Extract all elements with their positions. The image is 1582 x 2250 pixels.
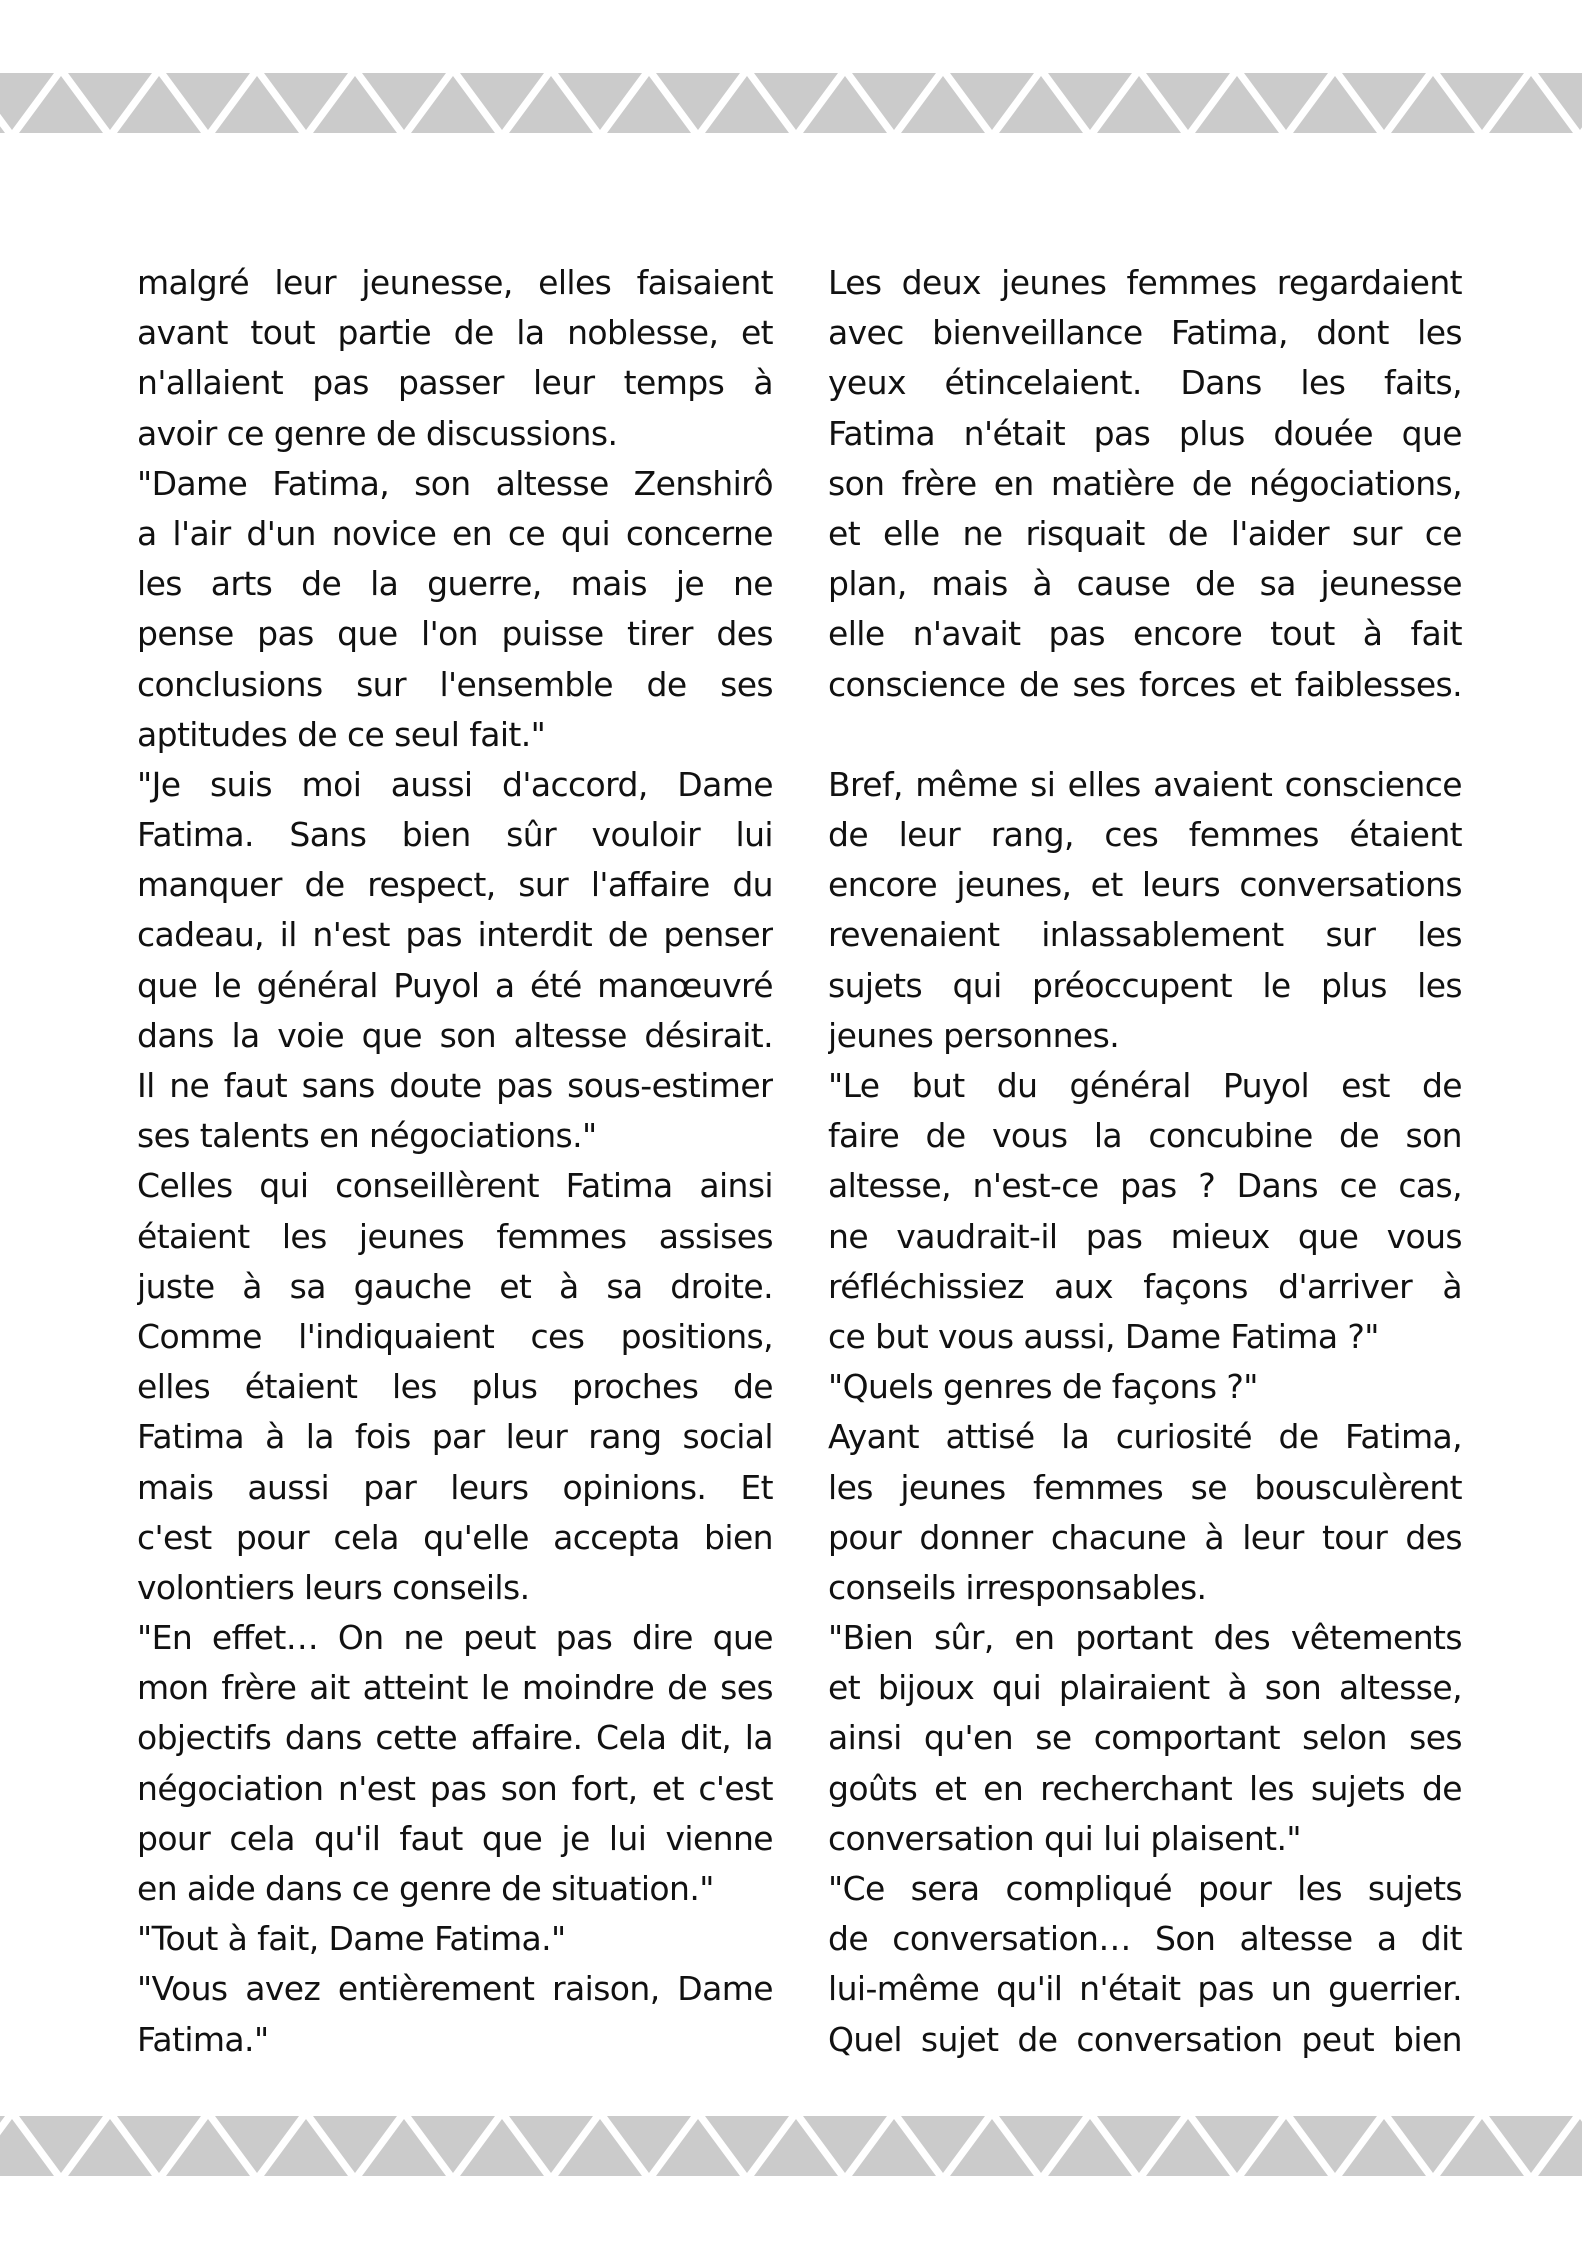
text-line: juste à sa gauche et à sa droite. bbox=[137, 1266, 773, 1306]
text-line: elles étaient les plus proches de bbox=[137, 1367, 773, 1407]
text-line: manquer de respect, sur l'affaire du bbox=[137, 865, 773, 905]
text-line: dans la voie que son altesse désirait. bbox=[137, 1015, 773, 1055]
text-line: réfléchissiez aux façons d'arriver à bbox=[828, 1266, 1462, 1306]
text-line: malgré leur jeunesse, elles faisaient bbox=[137, 263, 773, 302]
text-line: cadeau, il n'est pas interdit de penser bbox=[137, 915, 773, 955]
text-line: Les deux jeunes femmes regardaient bbox=[828, 263, 1462, 302]
text-line: et elle ne risquait de l'aider sur ce bbox=[828, 513, 1462, 553]
text-line: ainsi qu'en se comportant selon ses bbox=[828, 1718, 1462, 1758]
text-line: plan, mais à cause de sa jeunesse bbox=[828, 564, 1462, 604]
text-line: "Bien sûr, en portant des vêtements bbox=[828, 1618, 1462, 1658]
text-line: Ayant attisé la curiosité de Fatima, bbox=[828, 1417, 1462, 1457]
text-line: elle n'avait pas encore tout à fait bbox=[828, 614, 1462, 654]
text-line: yeux étincelaient. Dans les faits, bbox=[828, 363, 1462, 403]
text-line: négociation n'est pas son fort, et c'est bbox=[137, 1768, 773, 1808]
text-line: pense pas que l'on puisse tirer des bbox=[137, 614, 773, 654]
text-line: volontiers leurs conseils. bbox=[137, 1567, 530, 1607]
top-triangle-border bbox=[0, 73, 1582, 133]
text-line: ne vaudrait-il pas mieux que vous bbox=[828, 1216, 1462, 1256]
text-line: goûts et en recherchant les sujets de bbox=[828, 1768, 1462, 1808]
text-line: encore jeunes, et leurs conversations bbox=[828, 865, 1462, 905]
text-line: Fatima." bbox=[137, 2019, 269, 2059]
text-line: "Quels genres de façons ?" bbox=[828, 1367, 1258, 1407]
text-line: conscience de ses forces et faiblesses. bbox=[828, 664, 1462, 704]
text-line: Il ne faut sans doute pas sous-estimer bbox=[137, 1066, 773, 1105]
text-line: Bref, même si elles avaient conscience bbox=[828, 764, 1462, 804]
text-line: conseils irresponsables. bbox=[828, 1567, 1207, 1607]
text-line: en aide dans ce genre de situation." bbox=[137, 1869, 714, 1908]
text-line: de leur rang, ces femmes étaient bbox=[828, 815, 1462, 855]
text-line: n'allaient pas passer leur temps à bbox=[137, 363, 773, 403]
text-line: Fatima n'était pas plus douée que bbox=[828, 413, 1462, 453]
text-line: revenaient inlassablement sur les bbox=[828, 915, 1462, 955]
text-line: "Vous avez entièrement raison, Dame bbox=[137, 1969, 773, 2009]
text-line: Fatima. Sans bien sûr vouloir lui bbox=[137, 815, 773, 855]
text-line: conversation qui lui plaisent." bbox=[828, 1818, 1301, 1858]
text-line: et bijoux qui plairaient à son altesse, bbox=[828, 1668, 1462, 1708]
blank-line bbox=[828, 710, 1462, 760]
text-line: étaient les jeunes femmes assises bbox=[137, 1216, 773, 1256]
text-line: avant tout partie de la noblesse, et bbox=[137, 313, 773, 353]
text-line: faire de vous la concubine de son bbox=[828, 1116, 1462, 1156]
text-line: pour cela qu'il faut que je lui vienne bbox=[137, 1818, 773, 1858]
text-line: "Dame Fatima, son altesse Zenshirô bbox=[137, 463, 773, 503]
triangle-pattern-icon bbox=[0, 2116, 1582, 2176]
text-line: ce but vous aussi, Dame Fatima ?" bbox=[828, 1316, 1379, 1356]
text-line: "Je suis moi aussi d'accord, Dame bbox=[137, 764, 773, 804]
text-line: Quel sujet de conversation peut bien bbox=[828, 2019, 1462, 2059]
text-column-right bbox=[828, 258, 1462, 2065]
text-line: de conversation… Son altesse a dit bbox=[828, 1919, 1462, 1959]
text-line: avoir ce genre de discussions. bbox=[137, 413, 618, 453]
text-line: altesse, n'est-ce pas ? Dans ce cas, bbox=[828, 1166, 1462, 1206]
text-line: avec bienveillance Fatima, dont les bbox=[828, 313, 1462, 353]
text-column-left bbox=[137, 258, 773, 2065]
text-line: "Le but du général Puyol est de bbox=[828, 1066, 1462, 1105]
text-line: aptitudes de ce seul fait." bbox=[137, 714, 546, 754]
text-line: son frère en matière de négociations, bbox=[828, 463, 1462, 503]
text-line: "Ce sera compliqué pour les sujets bbox=[828, 1869, 1462, 1908]
text-line: sujets qui préoccupent le plus les bbox=[828, 965, 1462, 1005]
text-line: objectifs dans cette affaire. Cela dit, la bbox=[137, 1718, 773, 1758]
text-line: jeunes personnes. bbox=[828, 1015, 1120, 1055]
text-line: conclusions sur l'ensemble de ses bbox=[137, 664, 773, 704]
text-line: a l'air d'un novice en ce qui concerne bbox=[137, 513, 773, 553]
text-line: les jeunes femmes se bousculèrent bbox=[828, 1467, 1462, 1507]
bottom-triangle-border bbox=[0, 2116, 1582, 2176]
text-line: les arts de la guerre, mais je ne bbox=[137, 564, 773, 604]
text-line: Comme l'indiquaient ces positions, bbox=[137, 1316, 773, 1356]
text-line: que le général Puyol a été manœuvré bbox=[137, 965, 773, 1005]
text-line: "Tout à fait, Dame Fatima." bbox=[137, 1919, 566, 1959]
text-line: "En effet… On ne peut pas dire que bbox=[137, 1618, 773, 1658]
text-line: lui-même qu'il n'était pas un guerrier. bbox=[828, 1969, 1462, 2009]
text-line: ses talents en négociations." bbox=[137, 1116, 597, 1156]
triangle-pattern-icon bbox=[0, 73, 1582, 133]
text-line: mon frère ait atteint le moindre de ses bbox=[137, 1668, 773, 1708]
text-line: pour donner chacune à leur tour des bbox=[828, 1517, 1462, 1557]
text-line: c'est pour cela qu'elle accepta bien bbox=[137, 1517, 773, 1557]
text-line: mais aussi par leurs opinions. Et bbox=[137, 1467, 773, 1507]
text-line: Celles qui conseillèrent Fatima ainsi bbox=[137, 1166, 773, 1206]
text-line: Fatima à la fois par leur rang social bbox=[137, 1417, 773, 1457]
